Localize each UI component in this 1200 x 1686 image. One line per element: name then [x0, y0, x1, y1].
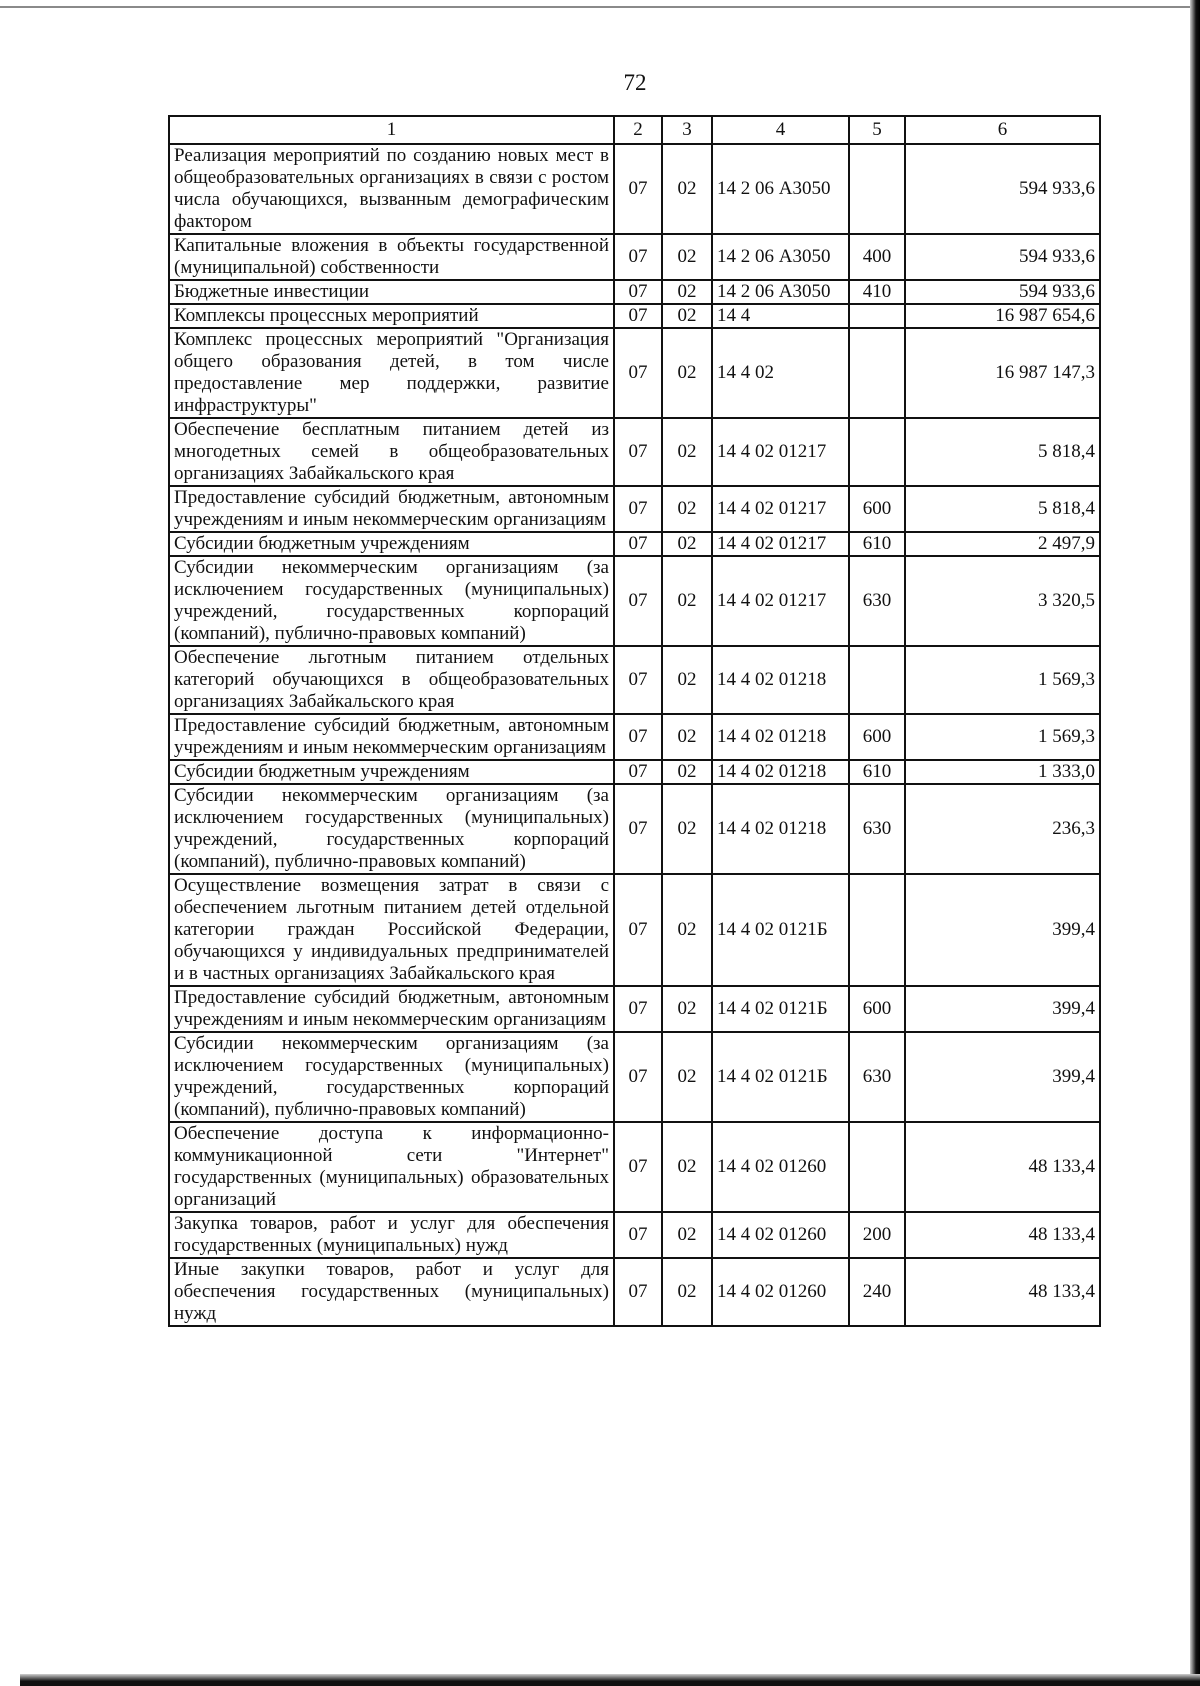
- row-col-2: 07: [614, 328, 662, 418]
- row-col-3: 02: [662, 986, 712, 1032]
- row-name: Субсидии бюджетным учреждениям: [169, 532, 614, 556]
- table-row: [169, 418, 1100, 486]
- row-col-3: 02: [662, 280, 712, 304]
- row-amount: 48 133,4: [905, 1258, 1100, 1326]
- row-col-3: 02: [662, 418, 712, 486]
- row-code: 14 4 02 01260: [712, 1212, 849, 1258]
- header-row: [169, 116, 1100, 144]
- scan-edge-top: [0, 6, 1200, 8]
- row-name: Субсидии некоммерческим организациям (за исключением государственных (муниципальных) учреждений, государственных корпораций (компаний), публично-правовых компаний): [169, 784, 614, 874]
- table-row: [169, 144, 1100, 234]
- row-col-5: 610: [849, 532, 905, 556]
- row-name: Субсидии некоммерческим организациям (за исключением государственных (муниципальных) учреждений, государственных корпораций (компаний), публично-правовых компаний): [169, 1032, 614, 1122]
- row-code: 14 4 02 01218: [712, 760, 849, 784]
- row-col-5: [849, 144, 905, 234]
- table-row: [169, 986, 1100, 1032]
- row-col-5: 630: [849, 1032, 905, 1122]
- row-col-2: 07: [614, 234, 662, 280]
- row-col-5: 410: [849, 280, 905, 304]
- row-code: 14 4 02 01217: [712, 556, 849, 646]
- table-row: [169, 1258, 1100, 1326]
- row-name: Предоставление субсидий бюджетным, автономным учреждениям и иным некоммерческим организациям: [169, 486, 614, 532]
- row-col-3: 02: [662, 144, 712, 234]
- row-col-3: 02: [662, 556, 712, 646]
- row-name: Предоставление субсидий бюджетным, автономным учреждениям и иным некоммерческим организациям: [169, 986, 614, 1032]
- row-name: Предоставление субсидий бюджетным, автономным учреждениям и иным некоммерческим организациям: [169, 714, 614, 760]
- row-code: 14 4 02 01218: [712, 784, 849, 874]
- row-col-2: 07: [614, 760, 662, 784]
- row-name: Обеспечение доступа к информационно-коммуникационной сети "Интернет" государственных (муниципальных) образовательных организаций: [169, 1122, 614, 1212]
- table-row: [169, 486, 1100, 532]
- row-amount: 399,4: [905, 986, 1100, 1032]
- row-col-3: 02: [662, 1212, 712, 1258]
- table-row: [169, 556, 1100, 646]
- row-amount: 2 497,9: [905, 532, 1100, 556]
- row-col-2: 07: [614, 486, 662, 532]
- row-col-5: 610: [849, 760, 905, 784]
- row-name: Субсидии бюджетным учреждениям: [169, 760, 614, 784]
- row-col-2: 07: [614, 418, 662, 486]
- header-col-2: 2: [614, 116, 662, 144]
- row-amount: 16 987 147,3: [905, 328, 1100, 418]
- row-amount: 5 818,4: [905, 418, 1100, 486]
- row-col-3: 02: [662, 760, 712, 784]
- row-amount: 1 333,0: [905, 760, 1100, 784]
- row-col-5: [849, 646, 905, 714]
- budget-table: [168, 115, 1101, 1327]
- row-name: Закупка товаров, работ и услуг для обеспечения государственных (муниципальных) нужд: [169, 1212, 614, 1258]
- row-col-2: 07: [614, 784, 662, 874]
- row-col-5: [849, 418, 905, 486]
- row-col-5: 200: [849, 1212, 905, 1258]
- table-row: [169, 234, 1100, 280]
- table-row: [169, 1212, 1100, 1258]
- table-row: [169, 874, 1100, 986]
- row-name: Комплекс процессных мероприятий "Организация общего образования детей, в том числе предоставление мер поддержки, развитие инфраструктуры": [169, 328, 614, 418]
- row-amount: 3 320,5: [905, 556, 1100, 646]
- row-col-5: 600: [849, 986, 905, 1032]
- row-amount: 594 933,6: [905, 280, 1100, 304]
- row-amount: 236,3: [905, 784, 1100, 874]
- row-col-2: 07: [614, 280, 662, 304]
- row-code: 14 4: [712, 304, 849, 328]
- row-col-3: 02: [662, 532, 712, 556]
- header-col-4: 4: [712, 116, 849, 144]
- row-name: Бюджетные инвестиции: [169, 280, 614, 304]
- row-amount: 594 933,6: [905, 234, 1100, 280]
- row-amount: 399,4: [905, 874, 1100, 986]
- header-col-1: 1: [169, 116, 614, 144]
- row-name: Обеспечение льготным питанием отдельных категорий обучающихся в общеобразовательных организациях Забайкальского края: [169, 646, 614, 714]
- row-col-3: 02: [662, 1122, 712, 1212]
- table-row: [169, 328, 1100, 418]
- table-row: [169, 714, 1100, 760]
- scan-edge-right: [1190, 0, 1200, 1686]
- row-code: 14 4 02 0121Б: [712, 874, 849, 986]
- row-name: Осуществление возмещения затрат в связи с обеспечением льготным питанием детей отдельной категории граждан Российской Федерации, обучающихся у индивидуальных предпринимателей и в частных организациях Забайкальского края: [169, 874, 614, 986]
- row-code: 14 4 02 0121Б: [712, 1032, 849, 1122]
- table-row: [169, 304, 1100, 328]
- table-row: [169, 1032, 1100, 1122]
- row-code: 14 4 02 01260: [712, 1258, 849, 1326]
- table-row: [169, 760, 1100, 784]
- row-col-2: 07: [614, 144, 662, 234]
- row-amount: 1 569,3: [905, 646, 1100, 714]
- row-col-5: 630: [849, 556, 905, 646]
- row-code: 14 4 02 01217: [712, 418, 849, 486]
- row-col-2: 07: [614, 532, 662, 556]
- row-col-2: 07: [614, 874, 662, 986]
- row-col-2: 07: [614, 1258, 662, 1326]
- row-code: 14 4 02 0121Б: [712, 986, 849, 1032]
- row-col-2: 07: [614, 556, 662, 646]
- row-col-2: 07: [614, 714, 662, 760]
- row-col-5: 600: [849, 486, 905, 532]
- row-col-3: 02: [662, 784, 712, 874]
- table-row: [169, 532, 1100, 556]
- row-col-3: 02: [662, 874, 712, 986]
- row-col-5: [849, 874, 905, 986]
- row-col-3: 02: [662, 1258, 712, 1326]
- row-name: Реализация мероприятий по созданию новых мест в общеобразовательных организациях в связи с ростом числа обучающихся, вызванным демографическим фактором: [169, 144, 614, 234]
- row-col-5: 630: [849, 784, 905, 874]
- row-amount: 5 818,4: [905, 486, 1100, 532]
- row-name: Обеспечение бесплатным питанием детей из многодетных семей в общеобразовательных организациях Забайкальского края: [169, 418, 614, 486]
- row-col-3: 02: [662, 234, 712, 280]
- row-code: 14 2 06 А3050: [712, 280, 849, 304]
- row-col-3: 02: [662, 714, 712, 760]
- table-row: [169, 784, 1100, 874]
- row-col-3: 02: [662, 486, 712, 532]
- row-amount: 48 133,4: [905, 1122, 1100, 1212]
- row-amount: 594 933,6: [905, 144, 1100, 234]
- scan-edge-bottom: [20, 1674, 1200, 1686]
- row-col-3: 02: [662, 1032, 712, 1122]
- table-header: [169, 116, 1100, 144]
- row-name: Субсидии некоммерческим организациям (за исключением государственных (муниципальных) учреждений, государственных корпораций (компаний), публично-правовых компаний): [169, 556, 614, 646]
- row-code: 14 2 06 А3050: [712, 234, 849, 280]
- row-col-3: 02: [662, 646, 712, 714]
- row-col-5: [849, 328, 905, 418]
- row-col-2: 07: [614, 1212, 662, 1258]
- row-col-5: 400: [849, 234, 905, 280]
- row-code: 14 4 02 01260: [712, 1122, 849, 1212]
- page-number: 72: [623, 70, 647, 95]
- row-amount: 1 569,3: [905, 714, 1100, 760]
- row-code: 14 4 02 01217: [712, 486, 849, 532]
- header-col-5: 5: [849, 116, 905, 144]
- table-row: [169, 1122, 1100, 1212]
- row-name: Комплексы процессных мероприятий: [169, 304, 614, 328]
- row-col-2: 07: [614, 1032, 662, 1122]
- table-row: [169, 280, 1100, 304]
- row-col-2: 07: [614, 646, 662, 714]
- row-col-2: 07: [614, 986, 662, 1032]
- row-amount: 399,4: [905, 1032, 1100, 1122]
- row-col-5: [849, 304, 905, 328]
- table-body: [169, 144, 1100, 1326]
- row-code: 14 2 06 А3050: [712, 144, 849, 234]
- row-col-2: 07: [614, 1122, 662, 1212]
- row-col-3: 02: [662, 304, 712, 328]
- row-col-5: [849, 1122, 905, 1212]
- row-name: Иные закупки товаров, работ и услуг для обеспечения государственных (муниципальных) нужд: [169, 1258, 614, 1326]
- row-code: 14 4 02 01217: [712, 532, 849, 556]
- row-code: 14 4 02 01218: [712, 714, 849, 760]
- header-col-3: 3: [662, 116, 712, 144]
- table-row: [169, 646, 1100, 714]
- row-code: 14 4 02: [712, 328, 849, 418]
- row-col-2: 07: [614, 304, 662, 328]
- row-code: 14 4 02 01218: [712, 646, 849, 714]
- row-col-3: 02: [662, 328, 712, 418]
- row-col-5: 600: [849, 714, 905, 760]
- header-col-6: 6: [905, 116, 1100, 144]
- row-name: Капитальные вложения в объекты государственной (муниципальной) собственности: [169, 234, 614, 280]
- row-amount: 48 133,4: [905, 1212, 1100, 1258]
- row-col-5: 240: [849, 1258, 905, 1326]
- row-amount: 16 987 654,6: [905, 304, 1100, 328]
